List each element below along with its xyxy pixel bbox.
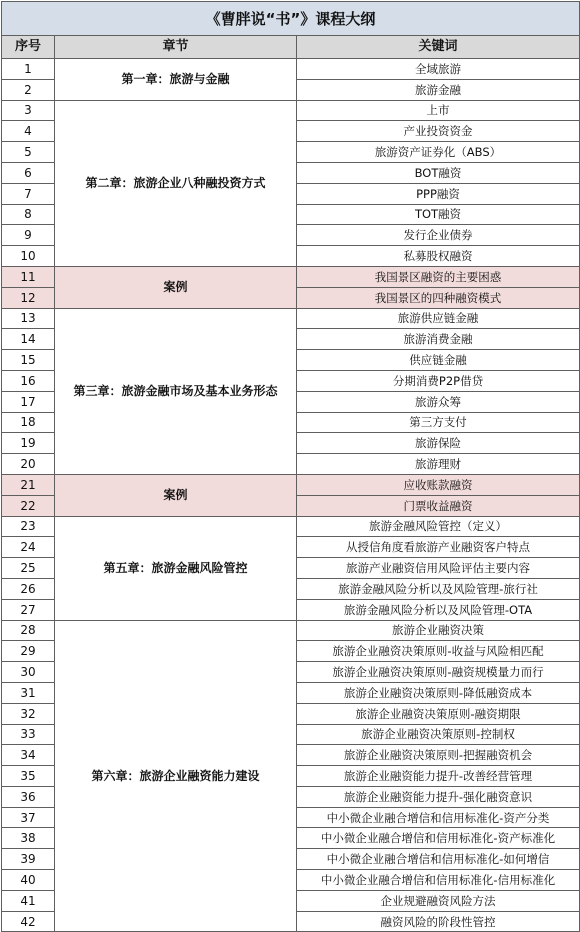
- table-row: [2, 516, 580, 537]
- table-row: [2, 308, 580, 329]
- keyword-cell: 中小微企业融合增信和信用标准化-如何增信: [297, 849, 580, 870]
- keyword-cell: 旅游企业融资决策原则-融资期限: [297, 703, 580, 724]
- keyword-cell: 旅游保险: [297, 433, 580, 454]
- row-number: 16: [2, 370, 55, 391]
- row-number: 22: [2, 495, 55, 516]
- row-number: 26: [2, 578, 55, 599]
- row-number: 21: [2, 474, 55, 495]
- keyword-cell: 旅游金融风险分析以及风险管理-OTA: [297, 599, 580, 620]
- chapter-name: 第三章：旅游金融市场及基本业务形态: [55, 308, 297, 474]
- case-label: 案例: [55, 266, 297, 308]
- table-row: [2, 620, 580, 641]
- row-number: 18: [2, 412, 55, 433]
- row-number: 42: [2, 911, 55, 932]
- keyword-cell: 旅游资产证券化（ABS）: [297, 142, 580, 163]
- keyword-cell: 我国景区的四种融资模式: [297, 287, 580, 308]
- keyword-cell: 企业规避融资风险方法: [297, 890, 580, 911]
- keyword-cell: 旅游供应链金融: [297, 308, 580, 329]
- row-number: 35: [2, 766, 55, 787]
- keyword-cell: 旅游理财: [297, 454, 580, 475]
- keyword-cell: 旅游企业融资能力提升-改善经营管理: [297, 766, 580, 787]
- keyword-cell: 发行企业债券: [297, 225, 580, 246]
- keyword-cell: 分期消费P2P借贷: [297, 370, 580, 391]
- keyword-cell: 旅游众筹: [297, 391, 580, 412]
- chapter-name: 第一章：旅游与金融: [55, 59, 297, 101]
- keyword-cell: 旅游企业融资决策原则-收益与风险相匹配: [297, 641, 580, 662]
- keyword-cell: 全域旅游: [297, 59, 580, 80]
- row-number: 31: [2, 682, 55, 703]
- header-row: [2, 36, 580, 59]
- row-number: 40: [2, 870, 55, 891]
- chapter-name: 第五章：旅游金融风险管控: [55, 516, 297, 620]
- row-number: 4: [2, 121, 55, 142]
- row-number: 7: [2, 183, 55, 204]
- row-number: 23: [2, 516, 55, 537]
- keyword-cell: 中小微企业融合增信和信用标准化-资产标准化: [297, 828, 580, 849]
- row-number: 28: [2, 620, 55, 641]
- row-number: 36: [2, 786, 55, 807]
- keyword-cell: PPP融资: [297, 183, 580, 204]
- keyword-cell: 应收账款融资: [297, 474, 580, 495]
- row-number: 14: [2, 329, 55, 350]
- keyword-cell: 旅游产业融资信用风险评估主要内容: [297, 558, 580, 579]
- row-number: 39: [2, 849, 55, 870]
- keyword-cell: 旅游企业融资决策原则-降低融资成本: [297, 682, 580, 703]
- row-number: 15: [2, 350, 55, 371]
- keyword-cell: 我国景区融资的主要困惑: [297, 266, 580, 287]
- keyword-cell: 融资风险的阶段性管控: [297, 911, 580, 932]
- row-number: 8: [2, 204, 55, 225]
- keyword-cell: 第三方支付: [297, 412, 580, 433]
- keyword-cell: 中小微企业融合增信和信用标准化-信用标准化: [297, 870, 580, 891]
- row-number: 11: [2, 266, 55, 287]
- row-number: 32: [2, 703, 55, 724]
- title-row: [2, 2, 580, 36]
- row-number: 17: [2, 391, 55, 412]
- row-number: 2: [2, 79, 55, 100]
- row-number: 41: [2, 890, 55, 911]
- table-row: [2, 266, 580, 287]
- header-chapter: 章节: [55, 36, 297, 59]
- keyword-cell: 中小微企业融合增信和信用标准化-资产分类: [297, 807, 580, 828]
- keyword-cell: 供应链金融: [297, 350, 580, 371]
- row-number: 10: [2, 246, 55, 267]
- table-row: [2, 474, 580, 495]
- row-number: 3: [2, 100, 55, 121]
- row-number: 30: [2, 662, 55, 683]
- keyword-cell: TOT融资: [297, 204, 580, 225]
- row-number: 38: [2, 828, 55, 849]
- keyword-cell: 旅游金融风险管控（定义）: [297, 516, 580, 537]
- header-number: 序号: [2, 36, 55, 59]
- row-number: 1: [2, 59, 55, 80]
- table-row: [2, 100, 580, 121]
- row-number: 19: [2, 433, 55, 454]
- row-number: 5: [2, 142, 55, 163]
- keyword-cell: 旅游企业融资决策: [297, 620, 580, 641]
- keyword-cell: 旅游消费金融: [297, 329, 580, 350]
- keyword-cell: 旅游金融风险分析以及风险管理-旅行社: [297, 578, 580, 599]
- row-number: 12: [2, 287, 55, 308]
- row-number: 34: [2, 745, 55, 766]
- table-row: [2, 59, 580, 80]
- keyword-cell: BOT融资: [297, 162, 580, 183]
- keyword-cell: 私募股权融资: [297, 246, 580, 267]
- row-number: 9: [2, 225, 55, 246]
- row-number: 6: [2, 162, 55, 183]
- row-number: 29: [2, 641, 55, 662]
- keyword-cell: 旅游企业融资能力提升-强化融资意识: [297, 786, 580, 807]
- row-number: 24: [2, 537, 55, 558]
- row-number: 25: [2, 558, 55, 579]
- keyword-cell: 旅游金融: [297, 79, 580, 100]
- row-number: 13: [2, 308, 55, 329]
- keyword-cell: 上市: [297, 100, 580, 121]
- chapter-name: 第六章：旅游企业融资能力建设: [55, 620, 297, 932]
- row-number: 27: [2, 599, 55, 620]
- keyword-cell: 旅游企业融资决策原则-融资规模量力而行: [297, 662, 580, 683]
- case-label: 案例: [55, 474, 297, 516]
- chapter-name: 第二章：旅游企业八种融投资方式: [55, 100, 297, 266]
- keyword-cell: 旅游企业融资决策原则-控制权: [297, 724, 580, 745]
- keyword-cell: 产业投资资金: [297, 121, 580, 142]
- row-number: 33: [2, 724, 55, 745]
- header-keyword: 关键词: [297, 36, 580, 59]
- row-number: 20: [2, 454, 55, 475]
- keyword-cell: 门票收益融资: [297, 495, 580, 516]
- row-number: 37: [2, 807, 55, 828]
- keyword-cell: 旅游企业融资决策原则-把握融资机会: [297, 745, 580, 766]
- table-title: 《曹胖说“书”》课程大纲: [2, 2, 580, 36]
- course-outline-table: [1, 1, 580, 932]
- keyword-cell: 从授信角度看旅游产业融资客户特点: [297, 537, 580, 558]
